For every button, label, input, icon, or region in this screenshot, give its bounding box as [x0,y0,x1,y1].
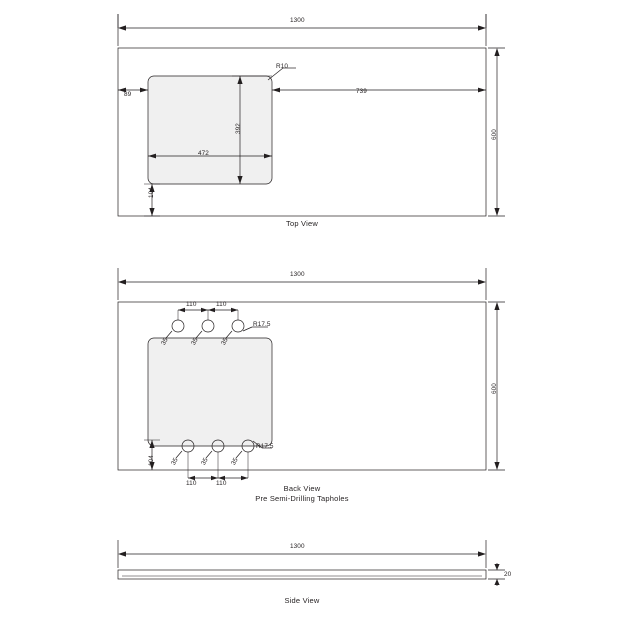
dim-back-hole-dia-1: 35 [160,336,170,347]
view-label-top: Top View [286,219,318,228]
dim-back-hole-radius-top: R17.5 [253,321,271,328]
dim-back-overall-length: 1300 [290,271,305,278]
view-label-back: Back View [283,484,321,493]
dim-back-hole-dia-5: 35 [200,456,210,467]
dim-top-bowl-width: 472 [198,150,209,157]
side-view-slab [118,570,486,579]
top-view-bowl-cutout [148,76,272,184]
back-view-bowl-cutout [148,338,272,446]
dim-back-overall-depth: 600 [491,383,498,394]
dim-back-hole-dia-3: 35 [220,336,230,347]
dim-side-overall-length: 1300 [290,543,305,550]
dim-back-bottom-spacing-2: 110 [216,480,227,487]
dim-top-overall-depth: 600 [491,129,498,140]
dim-back-hole-radius-bottom: R17.5 [256,443,274,450]
dim-back-front-offset: 104 [148,455,155,466]
dim-back-hole-dia-6: 35 [230,456,240,467]
dim-back-bottom-spacing-1: 110 [186,480,197,487]
dim-top-front-offset: 104 [148,187,155,198]
dim-top-left-offset: 89 [124,91,132,98]
dim-back-top-spacing-1: 110 [186,301,197,308]
dim-back-hole-dia-2: 35 [190,336,200,347]
dim-side-thickness: 20 [504,571,512,578]
dim-top-overall-length: 1300 [290,17,305,24]
view-label-side: Side View [284,596,320,605]
view-sublabel-back: Pre Semi-Drilling Tapholes [255,494,349,503]
dim-back-hole-dia-4: 35 [170,456,180,467]
dim-top-corner-radius: R10 [276,63,289,70]
dim-back-top-spacing-2: 110 [216,301,227,308]
dim-top-bowl-depth: 392 [235,123,242,134]
dim-top-right-offset: 739 [356,88,367,95]
